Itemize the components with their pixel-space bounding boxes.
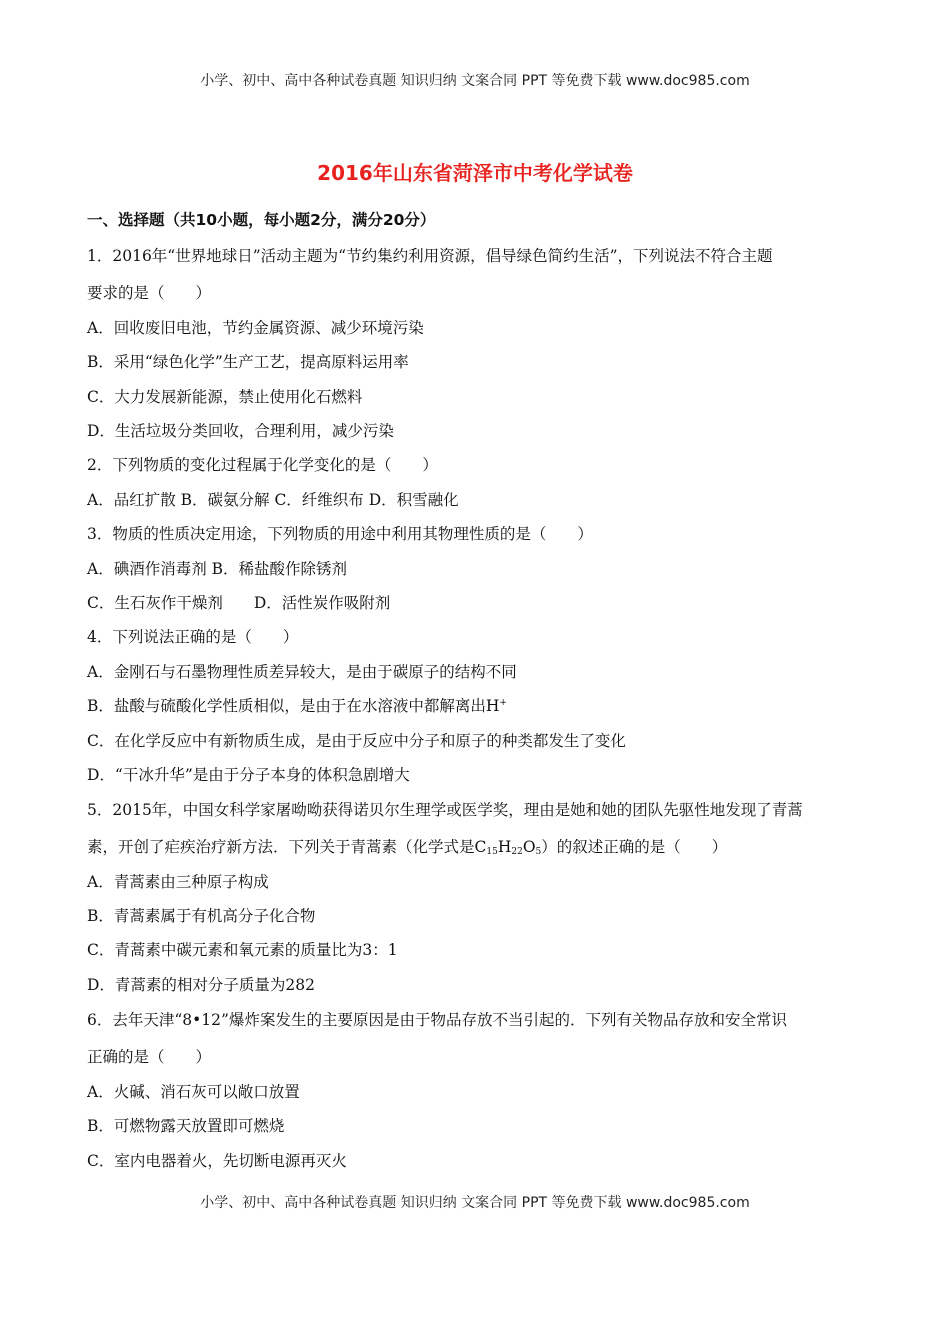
question-1-option-b: B．采用“绿色化学”生产工艺，提高原料运用率 — [87, 353, 409, 371]
question-2-options: A．品红扩散 B．碳氨分解 C．纤维织布 D．积雪融化 — [87, 491, 459, 509]
question-6-option-c: C．室内电器着火，先切断电源再灭火 — [87, 1152, 347, 1170]
question-1-option-a: A．回收废旧电池，节约金属资源、减少环境污染 — [87, 319, 424, 337]
question-4-stem: 4．下列说法正确的是（ ） — [87, 628, 299, 646]
question-4-option-d: D．“干冰升华”是由于分子本身的体积急剧增大 — [87, 766, 410, 784]
question-1-stem: 1．2016年“世界地球日”活动主题为“节约集约利用资源，倡导绿色简约生活”，下列说法不符合主题 — [87, 247, 773, 265]
subscript: 5 — [535, 847, 542, 857]
question-3-options-cd: C．生石灰作干燥剂 D．活性炭作吸附剂 — [87, 594, 391, 612]
question-5-stem-cont — [87, 835, 727, 857]
question-5-option-c: C．青蒿素中碳元素和氧元素的质量比为3：1 — [87, 941, 398, 959]
question-4-option-b — [87, 694, 507, 716]
question-5-option-b: B．青蒿素属于有机高分子化合物 — [87, 907, 316, 925]
question-6-option-a: A．火碱、消石灰可以敞口放置 — [87, 1083, 300, 1101]
question-5-stem: 5．2015年，中国女科学家屠呦呦获得诺贝尔生理学或医学奖，理由是她和她的团队先驱性地发现了青蒿 — [87, 801, 803, 819]
superscript: + — [499, 698, 507, 708]
question-6-stem: 6．去年天津“8•12”爆炸案发生的主要原因是由于物品存放不当引起的．下列有关物品存放和安全常识 — [87, 1011, 787, 1029]
subscript: 22 — [511, 847, 523, 857]
page-footer: 小学、初中、高中各种试卷真题 知识归纳 文案合同 PPT 等免费下载 www.doc985.com — [200, 1195, 750, 1211]
page-title: 2016年山东省菏泽市中考化学试卷 — [317, 161, 633, 185]
question-5-option-d: D．青蒿素的相对分子质量为282 — [87, 976, 316, 994]
question-1-option-d: D．生活垃圾分类回收，合理利用，减少污染 — [87, 422, 394, 440]
question-4-option-b-text: B．盐酸与硫酸化学性质相似，是由于在水溶液中都解离出H — [87, 697, 500, 715]
question-6-stem-cont: 正确的是（ ） — [87, 1048, 212, 1066]
question-4-option-c: C．在化学反应中有新物质生成，是由于反应中分子和原子的种类都发生了变化 — [87, 732, 626, 750]
subscript: 15 — [486, 847, 498, 857]
question-6-option-b: B．可燃物露天放置即可燃烧 — [87, 1117, 285, 1135]
formula-o: O — [522, 838, 536, 856]
question-5-option-a: A．青蒿素由三种原子构成 — [87, 873, 269, 891]
question-5-text-post: ）的叙述正确的是（ ） — [541, 838, 728, 856]
formula-h: H — [497, 838, 512, 856]
question-5-text-pre: 素，开创了疟疾治疗新方法．下列关于青蒿素（化学式是C — [87, 838, 487, 856]
question-3-options-ab: A．碘酒作消毒剂 B．稀盐酸作除锈剂 — [87, 560, 348, 578]
section-heading: 一、选择题（共10小题，每小题2分，满分20分） — [87, 211, 436, 229]
question-1-stem-cont: 要求的是（ ） — [87, 284, 212, 302]
question-4-option-a: A．金刚石与石墨物理性质差异较大，是由于碳原子的结构不同 — [87, 663, 517, 681]
page-header: 小学、初中、高中各种试卷真题 知识归纳 文案合同 PPT 等免费下载 www.doc985.com — [200, 73, 750, 89]
question-3-stem: 3．物质的性质决定用途，下列物质的用途中利用其物理性质的是（ ） — [87, 525, 593, 543]
question-2-stem: 2．下列物质的变化过程属于化学变化的是（ ） — [87, 456, 438, 474]
question-1-option-c: C．大力发展新能源，禁止使用化石燃料 — [87, 388, 363, 406]
